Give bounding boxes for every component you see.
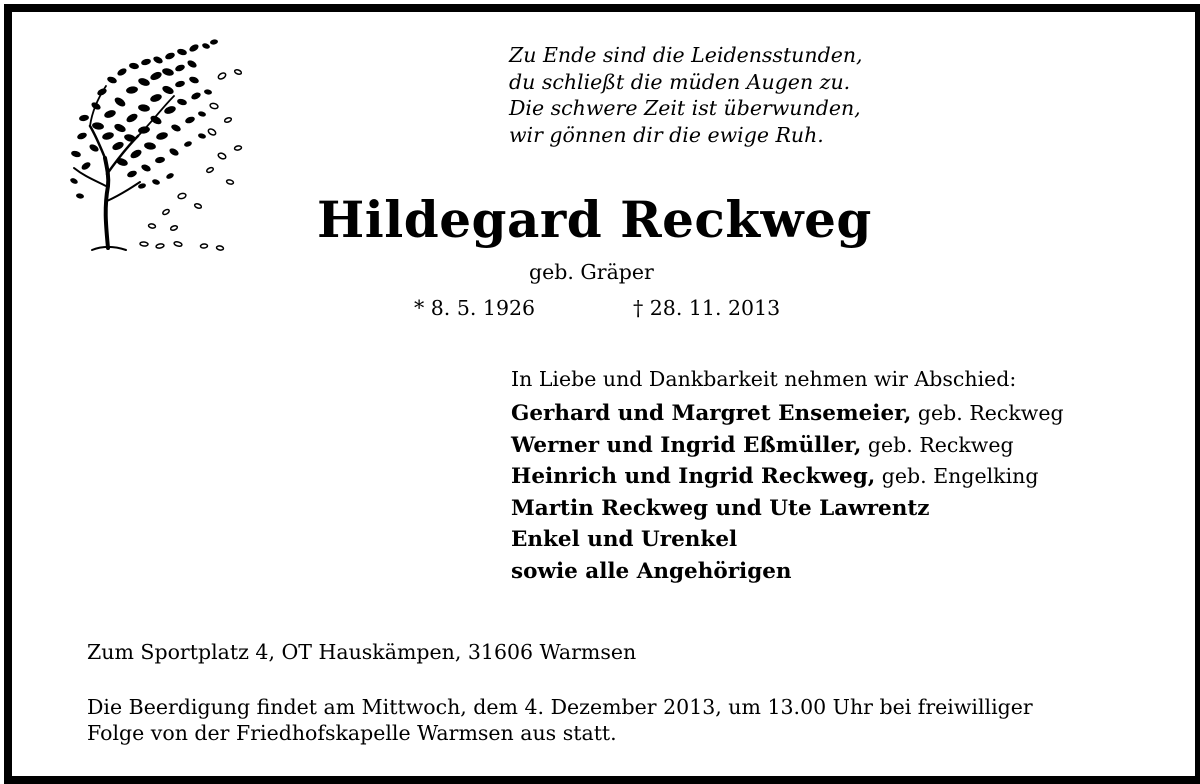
mourner-row [511, 430, 1064, 462]
mourner-names: Werner und Ingrid Eßmüller, [511, 432, 862, 458]
windblown-tree-icon [62, 36, 257, 258]
funeral-notice [87, 694, 1033, 746]
mourner-row [511, 524, 1064, 556]
mourner-names: sowie alle Angehörigen [511, 558, 792, 584]
birth-date: * 8. 5. 1926 [414, 296, 536, 320]
poem-line: Die schwere Zeit ist überwunden, [509, 96, 861, 120]
deceased-name: Hildegard Reckweg [317, 190, 872, 249]
memorial-poem [509, 42, 863, 148]
mourner-names: Martin Reckweg und Ute Lawrentz [511, 495, 930, 521]
mourner-note: geb. Reckweg [911, 401, 1064, 425]
mourner-names: Heinrich und Ingrid Reckweg, [511, 464, 876, 489]
farewell-line: In Liebe und Dankbarkeit nehmen wir Abschied: [511, 367, 1017, 391]
mourner-names: Gerhard und Margret Ensemeier, [511, 401, 912, 426]
maiden-name: geb. Gräper [529, 260, 654, 284]
poem-line: wir gönnen dir die ewige Ruh. [509, 122, 824, 147]
family-address: Zum Sportplatz 4, OT Hauskämpen, 31606 Warmsen [87, 640, 637, 664]
mourner-note: geb. Engelking [875, 464, 1039, 488]
mourner-row [511, 461, 1064, 493]
funeral-notice-line: Folge von der Friedhofskapelle Warmsen aus statt. [87, 721, 617, 745]
mourner-note: geb. Reckweg [861, 432, 1014, 457]
poem-line: du schließt die müden Augen zu. [509, 69, 851, 94]
mourner-row [511, 556, 1064, 588]
mourner-row [511, 493, 1064, 525]
death-date: † 28. 11. 2013 [633, 296, 781, 320]
poem-line: Zu Ende sind die Leidensstunden, [509, 43, 863, 67]
funeral-notice-line: Die Beerdigung findet am Mittwoch, dem 4. Dezember 2013, um 13.00 Uhr bei freiwilliger [87, 695, 1033, 719]
mourner-row [511, 398, 1064, 430]
mourners-list [511, 398, 1064, 587]
mourner-names: Enkel und Urenkel [511, 527, 738, 552]
